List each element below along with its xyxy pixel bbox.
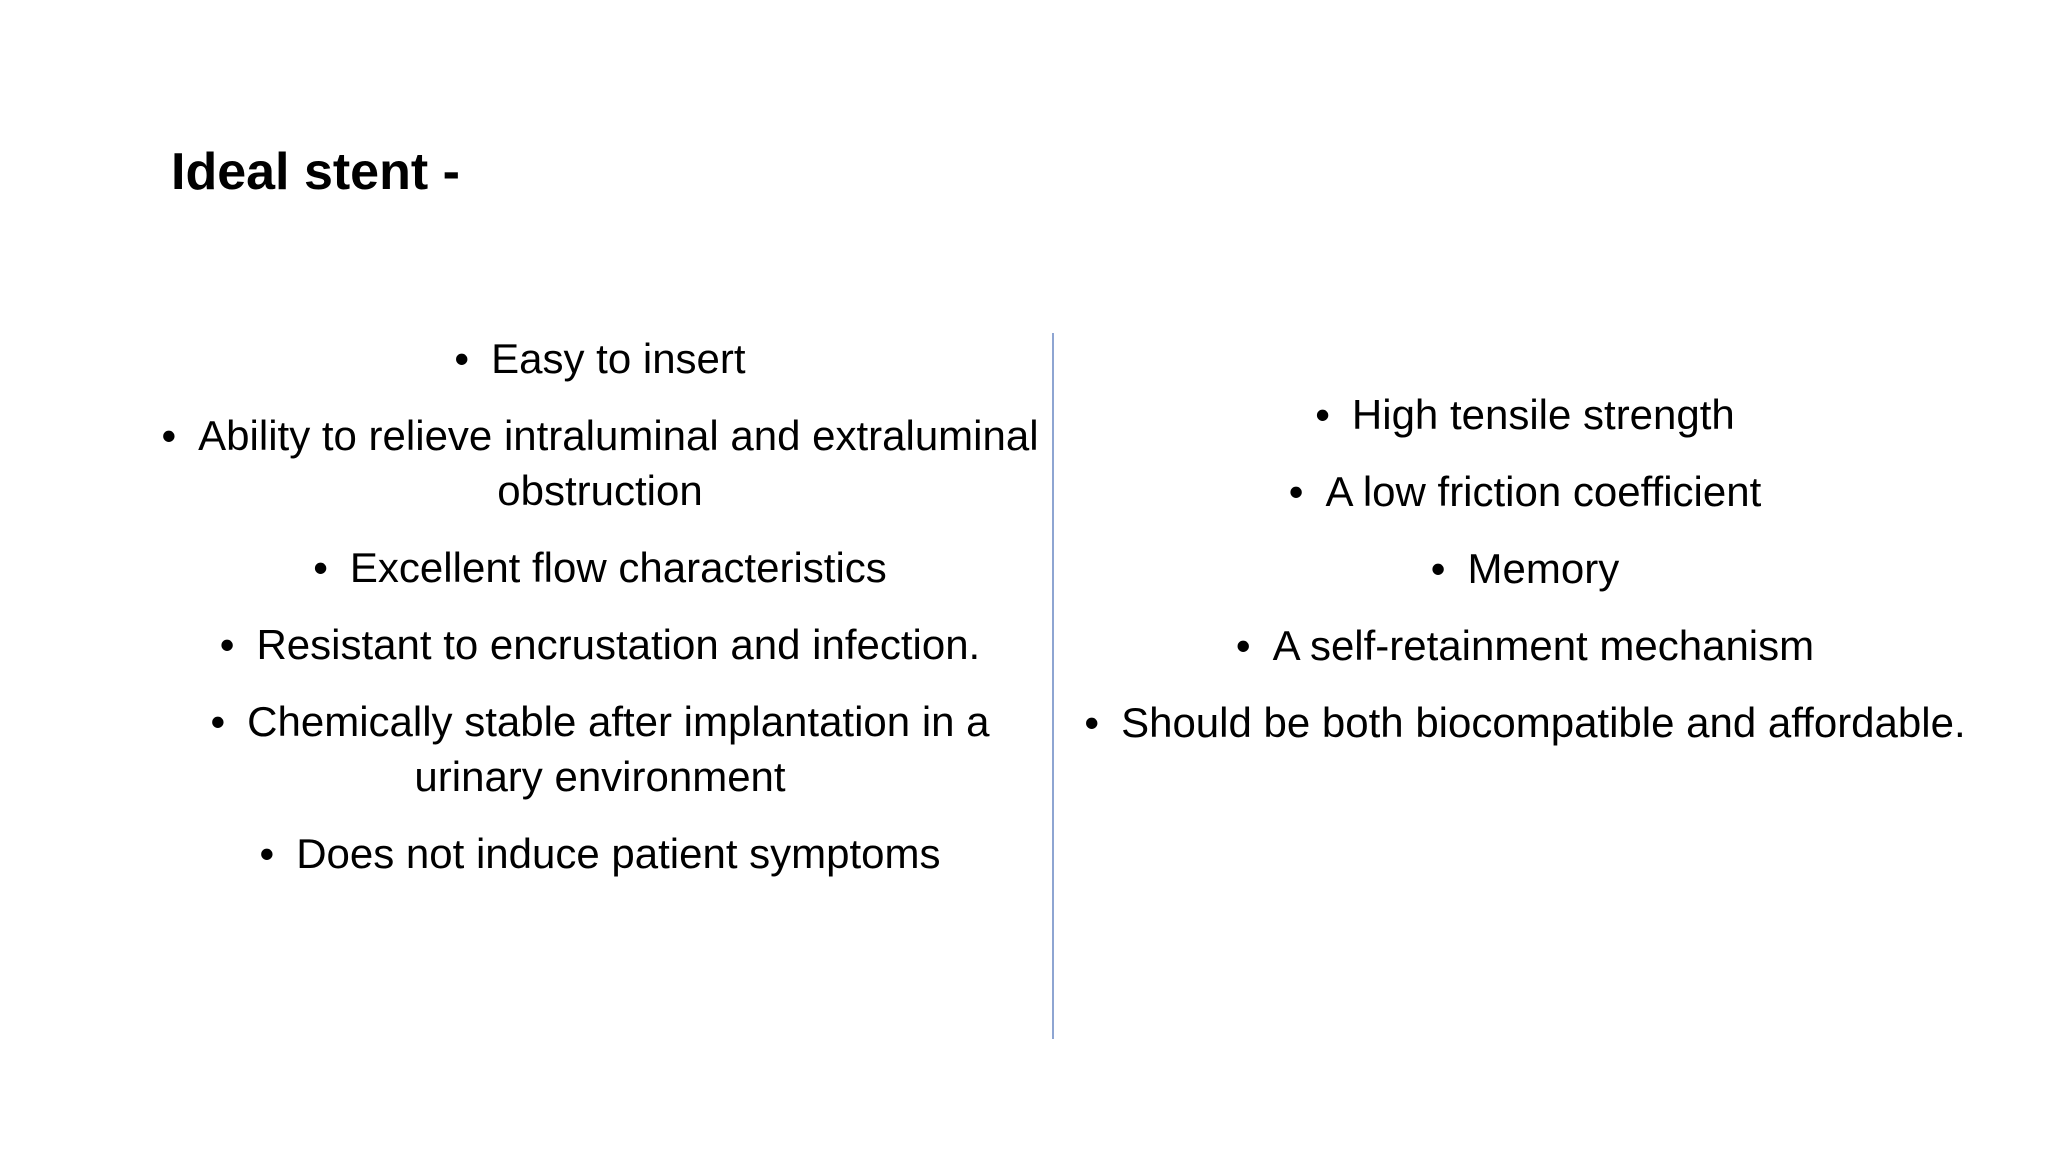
list-item — [1075, 541, 1975, 596]
list-item — [1075, 618, 1975, 673]
bullet-icon: • — [1288, 468, 1304, 515]
list-item-text: Does not induce patient symptoms — [296, 830, 941, 877]
list-item — [160, 694, 1040, 804]
slide-title: Ideal stent - — [171, 143, 460, 201]
list-item — [160, 540, 1040, 595]
right-bullet-list — [1075, 387, 1975, 772]
list-item — [160, 331, 1040, 386]
list-item — [1075, 464, 1975, 519]
bullet-icon: • — [1315, 391, 1330, 438]
bullet-icon: • — [219, 621, 235, 668]
bullet-icon: • — [1084, 699, 1100, 746]
list-item-text: Should be both biocompatible and affordable. — [1121, 699, 1966, 746]
list-item-text: Ability to relieve intraluminal and extraluminal obstruction — [198, 412, 1039, 514]
list-item-text: Memory — [1467, 545, 1620, 592]
bullet-icon: • — [161, 412, 177, 459]
bullet-icon: • — [259, 830, 275, 877]
list-item-text: Excellent flow characteristics — [349, 544, 887, 591]
bullet-icon: • — [1235, 622, 1251, 669]
list-item — [1075, 387, 1975, 442]
list-item-text: A low friction coefficient — [1325, 468, 1762, 515]
list-item-text: Resistant to encrustation and infection. — [256, 621, 981, 668]
bullet-icon: • — [210, 698, 226, 745]
list-item-text: High tensile strength — [1351, 391, 1735, 438]
left-bullet-list — [160, 331, 1040, 903]
list-item — [160, 617, 1040, 672]
list-item-text: Easy to insert — [491, 335, 746, 382]
list-item — [160, 408, 1040, 518]
list-item — [1075, 695, 1975, 750]
bullet-icon: • — [1430, 545, 1446, 592]
list-item-text: Chemically stable after implantation in a urinary environment — [247, 698, 990, 800]
list-item — [160, 826, 1040, 881]
bullet-icon: • — [313, 544, 328, 591]
list-item-text: A self-retainment mechanism — [1272, 622, 1815, 669]
bullet-icon: • — [454, 335, 470, 382]
column-divider — [1052, 333, 1054, 1039]
